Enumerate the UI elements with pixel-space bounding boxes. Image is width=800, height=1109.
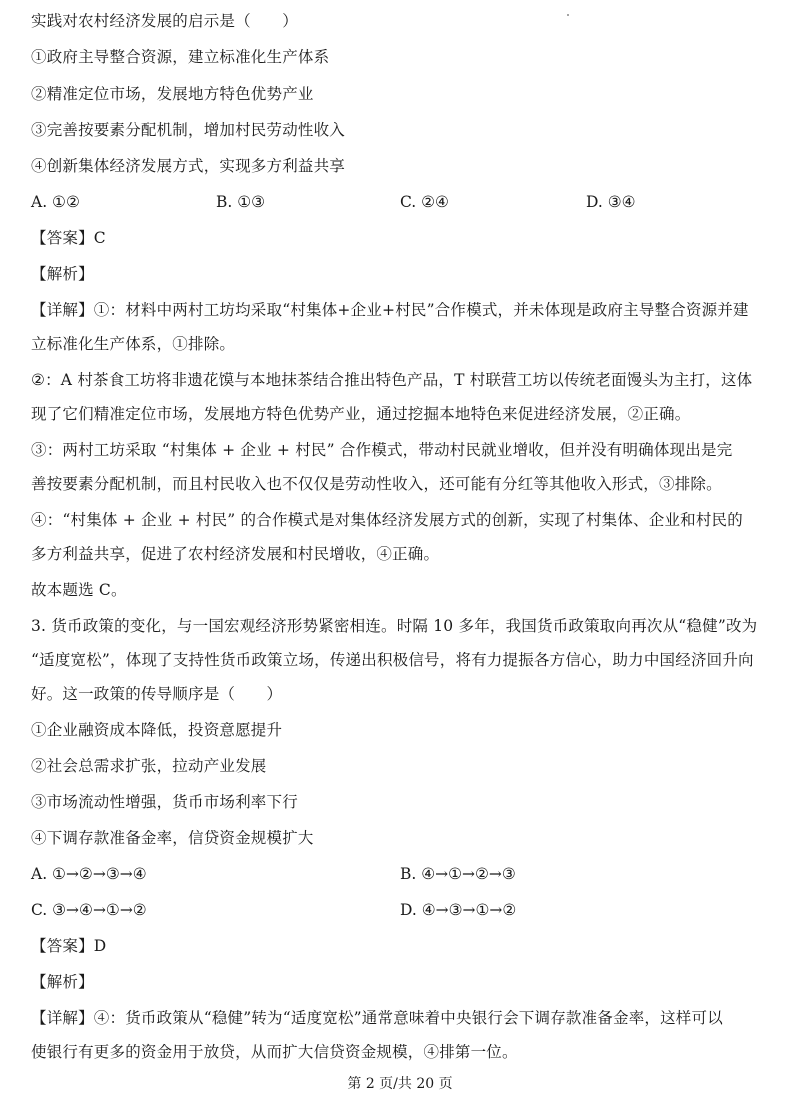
q3-option-b: B. ④→①→②→③ [400, 865, 516, 883]
q2-analysis-label: 【解析】 [31, 265, 94, 283]
q2-item-4: ④创新集体经济发展方式，实现多方利益共享 [31, 157, 346, 175]
q3-detail-line: 【详解】④：货币政策从“稳健”转为“适度宽松”通常意味着中央银行会下调存款准备金率，这样可以 [31, 1009, 723, 1027]
q2-conclusion: 故本题选 C。 [31, 581, 127, 599]
q2-detail-line: 多方利益共享，促进了农村经济发展和村民增收，④正确。 [31, 545, 440, 563]
q2-option-a: A. ①② [31, 193, 80, 211]
q2-answer: 【答案】C [31, 229, 106, 247]
q2-item-2: ②精准定位市场，发展地方特色优势产业 [31, 85, 314, 103]
q2-detail-line: 【详解】①：材料中两村工坊均采取“村集体+企业+村民”合作模式，并未体现是政府主导整合资源并建 [31, 301, 749, 319]
q2-option-b: B. ①③ [216, 193, 266, 211]
q3-item-1: ①企业融资成本降低，投资意愿提升 [31, 721, 283, 739]
q3-answer: 【答案】D [31, 937, 107, 955]
q3-stem-line: 好。这一政策的传导顺序是（ ） [31, 685, 283, 703]
q2-detail-line: 善按要素分配机制，而且村民收入也不仅仅是劳动性收入，还可能有分红等其他收入形式，③排除。 [31, 475, 722, 493]
q2-stem-tail: 实践对农村经济发展的启示是（ ） [31, 12, 298, 30]
q3-option-c: C. ③→④→①→② [31, 901, 147, 919]
page-number-footer: 第 2 页/共 20 页 [347, 1076, 453, 1092]
q2-detail-line: ③：两村工坊采取 “村集体 + 企业 + 村民” 合作模式，带动村民就业增收，但并没有明确体现出是完 [31, 441, 733, 459]
q3-option-a: A. ①→②→③→④ [31, 865, 147, 883]
scan-speck [567, 14, 569, 16]
q2-option-c: C. ②④ [400, 193, 449, 211]
q3-detail-line: 使银行有更多的资金用于放贷，从而扩大信贷资金规模，④排第一位。 [31, 1043, 518, 1061]
q3-item-4: ④下调存款准备金率，信贷资金规模扩大 [31, 829, 314, 847]
q2-detail-line: 立标准化生产体系，①排除。 [31, 335, 236, 353]
q3-option-d: D. ④→③→①→② [400, 901, 517, 919]
q2-item-1: ①政府主导整合资源，建立标准化生产体系 [31, 48, 330, 66]
q3-stem-line: “适度宽松”，体现了支持性货币政策立场，传递出积极信号，将有力提振各方信心，助力中国经济回升向 [31, 651, 754, 669]
q2-detail-line: 现了它们精准定位市场，发展地方特色优势产业，通过挖掘本地特色来促进经济发展，②正确。 [31, 405, 691, 423]
q3-analysis-label: 【解析】 [31, 973, 94, 991]
q2-detail-line: ④：“村集体 + 企业 + 村民” 的合作模式是对集体经济发展方式的创新，实现了村集体、企业和村民的 [31, 511, 743, 529]
q2-option-d: D. ③④ [586, 193, 636, 211]
q3-stem-line: 3. 货币政策的变化，与一国宏观经济形势紧密相连。时隔 10 多年，我国货币政策取向再次从“稳健”改为 [31, 617, 758, 635]
q3-item-3: ③市场流动性增强，货币市场利率下行 [31, 793, 298, 811]
q2-detail-line: ②：A 村茶食工坊将非遗花馍与本地抹茶结合推出特色产品，T 村联营工坊以传统老面馒头为主打，这体 [31, 371, 753, 389]
q3-item-2: ②社会总需求扩张，拉动产业发展 [31, 757, 267, 775]
q2-item-3: ③完善按要素分配机制，增加村民劳动性收入 [31, 121, 346, 139]
